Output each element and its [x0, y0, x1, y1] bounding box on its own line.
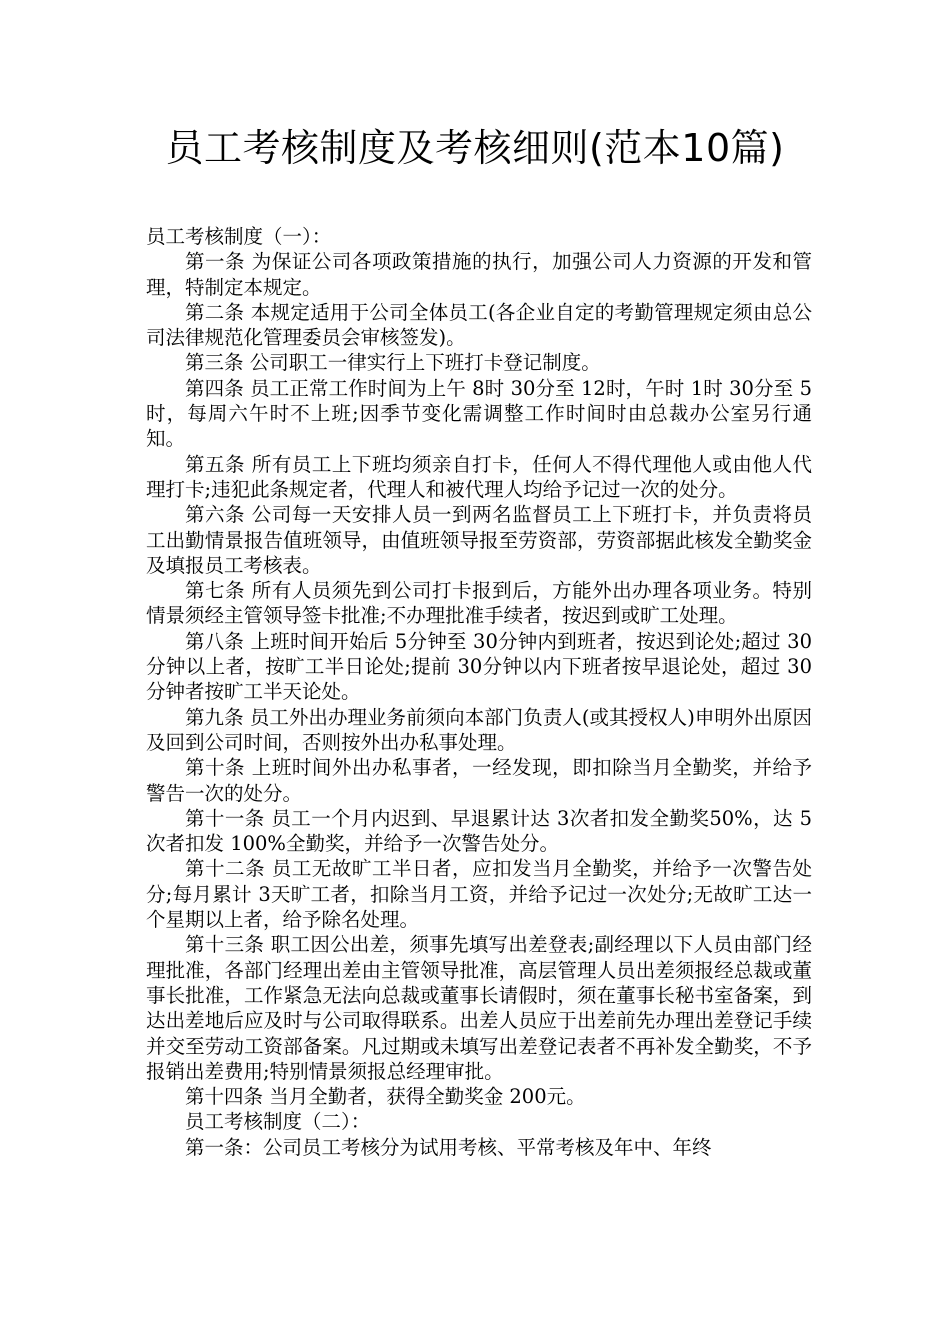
article-2: 第二条 本规定适用于公司全体员工(各企业自定的考勤管理规定须由总公司法律规范化管理委员会审核签发)。 — [146, 300, 812, 350]
section-heading-2: 员工考核制度（二）： — [185, 1110, 371, 1134]
article-5: 第五条 所有员工上下班均须亲自打卡，任何人不得代理他人或由他人代理打卡;违犯此条规定者，代理人和被代理人均给予记过一次的处分。 — [146, 452, 812, 501]
document-body — [146, 224, 812, 1160]
article-6: 第六条 公司每一天安排人员一到两名监督员工上下班打卡，并负责将员工出勤情景报告值班领导，由值班领导报至劳资部，劳资部据此核发全勤奖金及填报员工考核表。 — [146, 503, 812, 577]
article-14: 第十四条 当月全勤者，获得全勤奖金 200元。 — [185, 1085, 586, 1109]
article-1: 第一条 为保证公司各项政策措施的执行，加强公司人力资源的开发和管理，特制定本规定。 — [146, 250, 812, 299]
article-13: 第十三条 职工因公出差，须事先填写出差登表;副经理以下人员由部门经理批准，各部门经理出差由主管领导批准，高层管理人员出差须报经总裁或董事长批准，工作紧急无法向总裁或董事长请假时，须在董事长秘书室备案，到达出差地后应及时与公司取得联系。出差人员应于出差前先办理出差登记手续并交至劳动工资部备案。凡过期或未填写出差登记表者不再补发全勤奖，不予报销出差费用;特别情景须报总经理审批。 — [146, 933, 812, 1083]
article-8: 第八条 上班时间开始后 5分钟至 30分钟内到班者，按迟到论处;超过 30分钟以上者，按旷工半日论处;提前 30分钟以内下班者按早退论处，超过 30分钟者按旷工半天论处。 — [146, 629, 812, 704]
article-3: 第三条 公司职工一律实行上下班打卡登记制度。 — [185, 351, 601, 375]
document-title: 员工考核制度及考核细则(范本10篇) — [165, 126, 785, 170]
article-7: 第七条 所有人员须先到公司打卡报到后，方能外出办理各项业务。特别情景须经主管领导签卡批准;不办理批准手续者，按迟到或旷工处理。 — [146, 579, 812, 628]
article-2-1: 第一条：公司员工考核分为试用考核、平常考核及年中、年终 — [185, 1135, 712, 1159]
article-11: 第十一条 员工一个月内迟到、早退累计达 3次者扣发全勤奖50%，达 5次者扣发 100%全勤奖，并给予一次警告处分。 — [146, 806, 812, 856]
article-10: 第十条 上班时间外出办私事者，一经发现，即扣除当月全勤奖，并给予警告一次的处分。 — [146, 756, 812, 805]
article-9: 第九条 员工外出办理业务前须向本部门负责人(或其授权人)申明外出原因及回到公司时间，否则按外出办私事处理。 — [146, 705, 812, 754]
section-heading-1: 员工考核制度（一）： — [146, 225, 332, 248]
article-4: 第四条 员工正常工作时间为上午 8时 30分至 12时，午时 1时 30分至 5时，每周六午时不上班;因季节变化需调整工作时间时由总裁办公室另行通知。 — [146, 376, 812, 451]
article-12: 第十二条 员工无故旷工半日者，应扣发当月全勤奖，并给予一次警告处分;每月累计 3天旷工者，扣除当月工资，并给予记过一次处分;无故旷工达一个星期以上者，给予除名处理。 — [146, 857, 812, 932]
